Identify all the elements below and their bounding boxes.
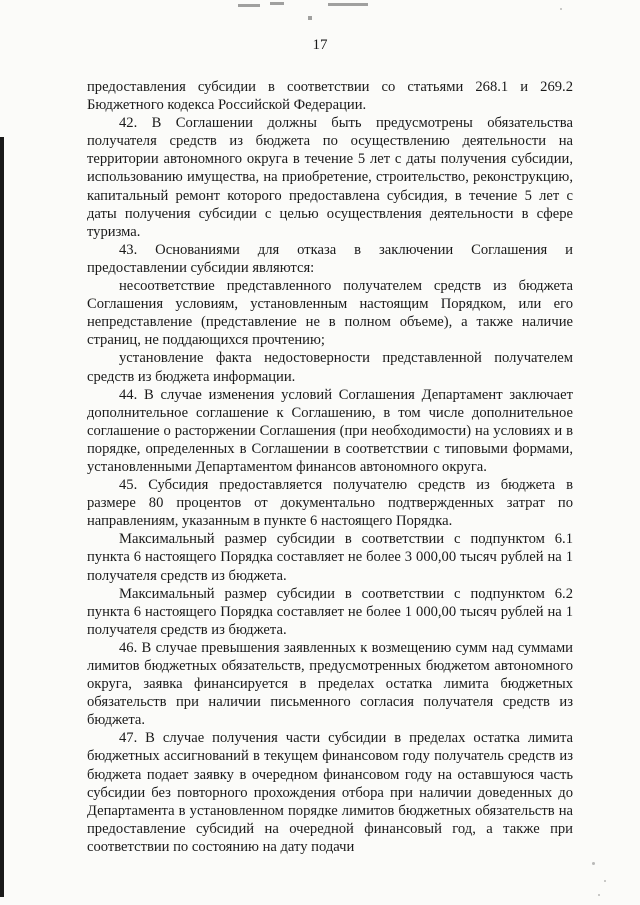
paragraph-43: 43. Основаниями для отказа в заключении Соглашения и предоставлении субсидии являются: [87, 241, 573, 276]
paragraph-44: 44. В случае изменения условий Соглашения Департамент заключает дополнительное соглашение к Соглашению, в том числе дополнительное соглашение о расторжении Соглашения (при необходимости) на условиях и в порядке, определенных в Соглашении в соответствии с типовыми формами, установленными Департаментом финансов автономного округа. [87, 386, 573, 475]
body-text [87, 78, 573, 856]
paragraph-42: 42. В Соглашении должны быть предусмотрены обязательства получателя средств из бюджета по осуществлению деятельности на территории автономного округа в течение 5 лет с даты получения субсидии, использованию имущества, на приобретение, строительство, реконструкцию, капитальный ремонт которого предоставлена субсидия, в течение 5 лет с даты получения субсидии с целью осуществления деятельности в сфере туризма. [87, 115, 573, 240]
paragraph-47: 47. В случае получения части субсидии в пределах остатка лимита бюджетных ассигнований в текущем финансовом году получатель средств из бюджета подает заявку в очередном финансовом году на оставшуюся часть субсидии без повторного прохождения отбора при наличии доведенных до Департамента в установленном порядке лимитов бюджетных обязательств на предоставление субсидий на очередной финансовый год, а также при соответствии по состоянию на дату подачи [87, 730, 573, 855]
paragraph-45: 45. Субсидия предоставляется получателю средств из бюджета в размере 80 процентов от документально подтвержденных затрат по направлениям, указанным в пункте 6 настоящего Порядка. [87, 477, 573, 530]
paragraph: Максимальный размер субсидии в соответствии с подпунктом 6.2 пункта 6 настоящего Порядка составляет не более 1 000,00 тысяч рублей на 1 получателя средств из бюджета. [87, 585, 573, 638]
scan-artifact [230, 0, 390, 14]
paragraph: несоответствие представленного получателем средств из бюджета Соглашения условиям, установленным настоящим Порядком, или его непредставление (представление не в полном объеме), а также наличие страниц, не поддающихся прочтению; [87, 278, 573, 349]
paragraph-46: 46. В случае превышения заявленных к возмещению сумм над суммами лимитов бюджетных обязательств, предусмотренных бюджетом автономного округа, заявка финансируется в пределах остатка лимита бюджетных обязательств при наличии письменного согласия получателя средств из бюджета. [87, 639, 573, 729]
paragraph: предоставления субсидии в соответствии со статьями 268.1 и 269.2 Бюджетного кодекса Российской Федерации. [87, 79, 573, 114]
paragraph: установление факта недостоверности представленной получателем средств из бюджета информации. [87, 350, 573, 385]
scan-edge-bar [0, 137, 4, 897]
page-number: 17 [312, 37, 328, 53]
paragraph: Максимальный размер субсидии в соответствии с подпунктом 6.1 пункта 6 настоящего Порядка составляет не более 3 000,00 тысяч рублей на 1 получателя средств из бюджета. [87, 531, 573, 584]
